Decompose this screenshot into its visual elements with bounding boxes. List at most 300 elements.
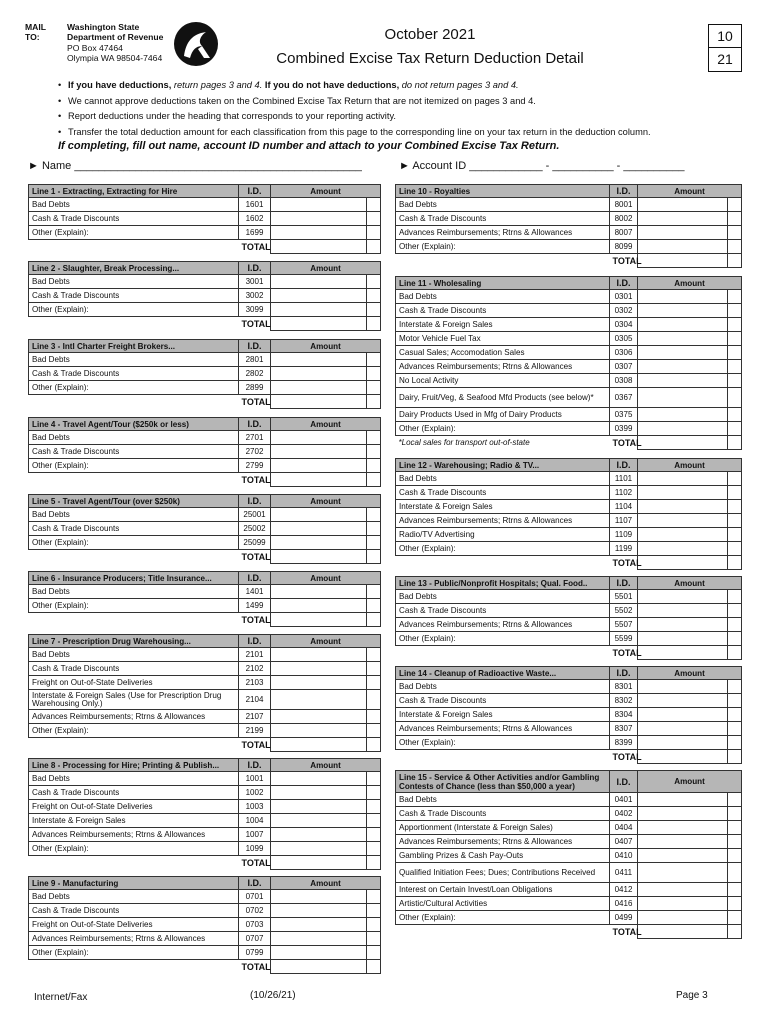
amount-cents-input[interactable]	[367, 226, 381, 240]
total-cents-input[interactable]	[728, 556, 742, 570]
total-label: TOTAL	[612, 926, 642, 937]
total-cents-input[interactable]	[728, 925, 742, 939]
deduction-label: Interstate & Foreign Sales	[29, 814, 239, 828]
deduction-label: Cash & Trade Discounts	[29, 445, 239, 459]
total-amount-input[interactable]	[271, 473, 367, 487]
deduction-id: 2101	[239, 648, 271, 662]
deduction-id: 25099	[239, 536, 271, 550]
amount-cents-input[interactable]	[367, 710, 381, 724]
deduction-label: Bad Debts	[29, 353, 239, 367]
footer-left: Internet/Fax	[34, 992, 88, 1003]
amount-cents-input[interactable]	[367, 445, 381, 459]
amount-input[interactable]	[638, 304, 728, 318]
amount-input[interactable]	[271, 508, 367, 522]
amount-cents-input[interactable]	[728, 542, 742, 556]
amount-cents-input[interactable]	[728, 632, 742, 646]
amount-cents-input[interactable]	[728, 849, 742, 863]
amount-input[interactable]	[271, 585, 367, 599]
deduction-row	[29, 690, 381, 710]
amount-cents-input[interactable]	[728, 528, 742, 542]
amount-input[interactable]	[638, 680, 728, 694]
amount-input[interactable]	[271, 890, 367, 904]
deduction-row	[396, 793, 742, 807]
total-cents-input[interactable]	[728, 436, 742, 450]
deduction-label: Radio/TV Advertising	[396, 528, 610, 542]
amount-cents-input[interactable]	[367, 842, 381, 856]
name-field[interactable]: ► Name _______________________________________________	[28, 160, 362, 172]
amount-input[interactable]	[271, 212, 367, 226]
amount-cents-input[interactable]	[367, 918, 381, 932]
amount-cents-input[interactable]	[367, 522, 381, 536]
amount-input[interactable]	[638, 486, 728, 500]
total-amount-input[interactable]	[271, 613, 367, 627]
amount-input[interactable]	[638, 318, 728, 332]
deduction-label: Cash & Trade Discounts	[29, 662, 239, 676]
deduction-label: Casual Sales; Accomodation Sales	[396, 346, 610, 360]
amount-header: Amount	[271, 340, 381, 353]
amount-cents-input[interactable]	[728, 694, 742, 708]
deduction-id: 2899	[239, 381, 271, 395]
id-header: I.D.	[239, 572, 271, 585]
amount-input[interactable]	[638, 618, 728, 632]
deduction-row	[396, 500, 742, 514]
amount-input[interactable]	[638, 821, 728, 835]
deduction-id: 8099	[610, 240, 638, 254]
amount-input[interactable]	[638, 500, 728, 514]
total-amount-input[interactable]	[638, 646, 728, 660]
amount-cents-input[interactable]	[728, 212, 742, 226]
total-cents-input[interactable]	[728, 646, 742, 660]
deduction-id: 5502	[610, 604, 638, 618]
amount-input[interactable]	[638, 226, 728, 240]
deduction-row	[396, 680, 742, 694]
amount-cents-input[interactable]	[728, 793, 742, 807]
amount-input[interactable]	[271, 648, 367, 662]
deduction-label: Bad Debts	[396, 290, 610, 304]
id-header: I.D.	[239, 185, 271, 198]
dor-logo-icon	[172, 20, 220, 68]
deduction-label: Other (Explain):	[396, 736, 610, 750]
account-id-field[interactable]: ► Account ID ____________ - __________ - __________	[399, 160, 685, 172]
amount-cents-input[interactable]	[728, 500, 742, 514]
amount-cents-input[interactable]	[728, 821, 742, 835]
deduction-row	[396, 807, 742, 821]
right-section-line-0	[395, 184, 742, 268]
amount-cents-input[interactable]	[367, 932, 381, 946]
amount-cents-input[interactable]	[367, 676, 381, 690]
deduction-label: Apportionment (Interstate & Foreign Sales)	[396, 821, 610, 835]
amount-cents-input[interactable]	[728, 604, 742, 618]
section-title: Line 6 - Insurance Producers; Title Insurance...	[29, 572, 239, 585]
deduction-id: 1601	[239, 198, 271, 212]
amount-input[interactable]	[638, 408, 728, 422]
amount-input[interactable]	[638, 290, 728, 304]
total-cents-input[interactable]	[728, 254, 742, 268]
address-line: Department of Revenue	[67, 32, 164, 43]
deduction-label: Other (Explain):	[29, 459, 239, 473]
amount-input[interactable]	[638, 793, 728, 807]
amount-input[interactable]	[271, 800, 367, 814]
deduction-row	[396, 346, 742, 360]
deduction-id: 0367	[610, 388, 638, 408]
amount-cents-input[interactable]	[367, 724, 381, 738]
amount-input[interactable]	[638, 514, 728, 528]
amount-cents-input[interactable]	[728, 807, 742, 821]
total-label: TOTAL	[612, 437, 642, 448]
amount-cents-input[interactable]	[728, 408, 742, 422]
form-number-box	[708, 24, 742, 72]
amount-cents-input[interactable]	[728, 226, 742, 240]
amount-input[interactable]	[638, 708, 728, 722]
deduction-row	[396, 694, 742, 708]
amount-cents-input[interactable]	[367, 890, 381, 904]
amount-input[interactable]	[271, 772, 367, 786]
total-label: TOTAL	[612, 751, 642, 762]
amount-cents-input[interactable]	[367, 599, 381, 613]
amount-input[interactable]	[638, 694, 728, 708]
deduction-row	[396, 883, 742, 897]
amount-cents-input[interactable]	[728, 486, 742, 500]
deduction-id: 3099	[239, 303, 271, 317]
amount-cents-input[interactable]	[728, 360, 742, 374]
amount-input[interactable]	[638, 897, 728, 911]
deduction-row	[396, 472, 742, 486]
amount-input[interactable]	[638, 472, 728, 486]
amount-cents-input[interactable]	[728, 388, 742, 408]
deduction-row	[396, 632, 742, 646]
amount-cents-input[interactable]	[728, 722, 742, 736]
amount-input[interactable]	[638, 590, 728, 604]
deduction-row	[29, 431, 381, 445]
total-cents-input[interactable]	[367, 550, 381, 564]
amount-input[interactable]	[271, 459, 367, 473]
amount-input[interactable]	[271, 226, 367, 240]
amount-cents-input[interactable]	[367, 828, 381, 842]
amount-cents-input[interactable]	[367, 536, 381, 550]
amount-input[interactable]	[271, 786, 367, 800]
amount-input[interactable]	[271, 814, 367, 828]
form-title: Combined Excise Tax Return Deduction Detail	[276, 50, 584, 67]
amount-input[interactable]	[271, 932, 367, 946]
amount-cents-input[interactable]	[728, 680, 742, 694]
amount-cents-input[interactable]	[367, 431, 381, 445]
amount-input[interactable]	[638, 849, 728, 863]
deduction-label: Interstate & Foreign Sales	[396, 318, 610, 332]
deduction-id: 1101	[610, 472, 638, 486]
deduction-id: 0702	[239, 904, 271, 918]
deduction-id: 1199	[610, 542, 638, 556]
total-cents-input[interactable]	[367, 473, 381, 487]
total-amount-input[interactable]	[638, 556, 728, 570]
deduction-row	[29, 786, 381, 800]
deduction-row	[396, 618, 742, 632]
amount-cents-input[interactable]	[367, 289, 381, 303]
amount-cents-input[interactable]	[367, 303, 381, 317]
deduction-row	[396, 849, 742, 863]
deduction-row	[396, 821, 742, 835]
deduction-row	[396, 290, 742, 304]
amount-header: Amount	[638, 185, 742, 198]
amount-cents-input[interactable]	[367, 198, 381, 212]
amount-cents-input[interactable]	[728, 422, 742, 436]
amount-input[interactable]	[638, 807, 728, 821]
amount-cents-input[interactable]	[728, 708, 742, 722]
amount-input[interactable]	[638, 528, 728, 542]
deduction-row	[29, 445, 381, 459]
deduction-label: Interstate & Foreign Sales	[396, 500, 610, 514]
footnote: *Local sales for transport out-of-state	[398, 438, 530, 448]
amount-cents-input[interactable]	[728, 736, 742, 750]
amount-input[interactable]	[638, 911, 728, 925]
section-title: Line 9 - Manufacturing	[29, 877, 239, 890]
total-amount-input[interactable]	[638, 750, 728, 764]
amount-input[interactable]	[271, 536, 367, 550]
total-amount-input[interactable]	[271, 240, 367, 254]
amount-input[interactable]	[271, 918, 367, 932]
deduction-id: 0306	[610, 346, 638, 360]
amount-cents-input[interactable]	[367, 275, 381, 289]
amount-input[interactable]	[271, 904, 367, 918]
deduction-id: 2199	[239, 724, 271, 738]
deduction-id: 2107	[239, 710, 271, 724]
amount-cents-input[interactable]	[367, 212, 381, 226]
amount-input[interactable]	[271, 828, 367, 842]
total-cents-input[interactable]	[367, 856, 381, 870]
amount-cents-input[interactable]	[367, 353, 381, 367]
amount-cents-input[interactable]	[728, 374, 742, 388]
amount-cents-input[interactable]	[728, 514, 742, 528]
amount-input[interactable]	[271, 842, 367, 856]
amount-header: Amount	[638, 277, 742, 290]
amount-cents-input[interactable]	[367, 367, 381, 381]
deduction-label: Cash & Trade Discounts	[396, 694, 610, 708]
amount-cents-input[interactable]	[367, 772, 381, 786]
amount-cents-input[interactable]	[728, 897, 742, 911]
amount-input[interactable]	[638, 332, 728, 346]
amount-input[interactable]	[271, 289, 367, 303]
amount-input[interactable]	[271, 724, 367, 738]
deduction-label: Gambling Prizes & Cash Pay-Outs	[396, 849, 610, 863]
amount-cents-input[interactable]	[728, 198, 742, 212]
total-cents-input[interactable]	[728, 750, 742, 764]
amount-cents-input[interactable]	[367, 662, 381, 676]
deduction-label: Interest on Certain Invest/Loan Obligations	[396, 883, 610, 897]
deduction-row	[29, 522, 381, 536]
amount-input[interactable]	[271, 275, 367, 289]
amount-input[interactable]	[638, 863, 728, 883]
amount-input[interactable]	[638, 422, 728, 436]
amount-input[interactable]	[638, 212, 728, 226]
deduction-label: Advances Reimbursements; Rtrns & Allowances	[396, 226, 610, 240]
amount-input[interactable]	[271, 946, 367, 960]
total-label: TOTAL	[241, 961, 271, 972]
amount-cents-input[interactable]	[728, 290, 742, 304]
amount-input[interactable]	[638, 632, 728, 646]
amount-cents-input[interactable]	[367, 459, 381, 473]
deduction-row	[29, 508, 381, 522]
amount-cents-input[interactable]	[728, 835, 742, 849]
deduction-row	[396, 863, 742, 883]
section-title: Line 4 - Travel Agent/Tour ($250k or less)	[29, 418, 239, 431]
deduction-id: 5507	[610, 618, 638, 632]
deduction-label: Bad Debts	[396, 472, 610, 486]
total-label: TOTAL	[241, 857, 271, 868]
amount-input[interactable]	[638, 240, 728, 254]
amount-input[interactable]	[271, 522, 367, 536]
amount-cents-input[interactable]	[367, 904, 381, 918]
amount-cents-input[interactable]	[728, 618, 742, 632]
amount-input[interactable]	[271, 198, 367, 212]
total-cents-input[interactable]	[367, 738, 381, 752]
total-amount-input[interactable]	[271, 856, 367, 870]
deduction-label: Other (Explain):	[396, 632, 610, 646]
amount-input[interactable]	[271, 367, 367, 381]
address-line: Washington State	[67, 22, 140, 32]
amount-cents-input[interactable]	[367, 585, 381, 599]
amount-input[interactable]	[638, 883, 728, 897]
deduction-id: 0701	[239, 890, 271, 904]
amount-input[interactable]	[271, 662, 367, 676]
total-cents-input[interactable]	[367, 960, 381, 974]
total-cents-input[interactable]	[367, 240, 381, 254]
amount-cents-input[interactable]	[728, 346, 742, 360]
left-section-line-1	[28, 261, 381, 331]
amount-input[interactable]	[638, 346, 728, 360]
total-cents-input[interactable]	[367, 317, 381, 331]
deduction-label: Dairy Products Used in Mfg of Dairy Products	[396, 408, 610, 422]
deduction-label: Advances Reimbursements; Rtrns & Allowances	[29, 828, 239, 842]
amount-header: Amount	[271, 262, 381, 275]
amount-input[interactable]	[638, 374, 728, 388]
amount-input[interactable]	[638, 542, 728, 556]
deduction-row	[396, 226, 742, 240]
amount-input[interactable]	[271, 599, 367, 613]
amount-cents-input[interactable]	[728, 240, 742, 254]
amount-cents-input[interactable]	[728, 332, 742, 346]
section-title: Line 14 - Cleanup of Radioactive Waste...	[396, 667, 610, 680]
deduction-row	[29, 648, 381, 662]
amount-input[interactable]	[271, 431, 367, 445]
deduction-row	[396, 408, 742, 422]
amount-input[interactable]	[638, 722, 728, 736]
amount-cents-input[interactable]	[728, 883, 742, 897]
deduction-label: Other (Explain):	[396, 422, 610, 436]
deduction-label: Cash & Trade Discounts	[29, 522, 239, 536]
deduction-id: 1002	[239, 786, 271, 800]
section-title: Line 15 - Service & Other Activities and/or Gambling Contests of Chance (less than $50,000 a year)	[396, 771, 610, 793]
total-label: TOTAL	[241, 739, 271, 750]
deduction-row	[29, 662, 381, 676]
amount-cents-input[interactable]	[728, 911, 742, 925]
id-header: I.D.	[610, 577, 638, 590]
amount-cents-input[interactable]	[367, 381, 381, 395]
amount-cents-input[interactable]	[728, 863, 742, 883]
total-label: TOTAL	[612, 255, 642, 266]
amount-cents-input[interactable]	[728, 318, 742, 332]
total-amount-input[interactable]	[271, 738, 367, 752]
deduction-label: Bad Debts	[29, 431, 239, 445]
total-amount-input[interactable]	[638, 436, 728, 450]
right-section-line-4	[395, 666, 742, 764]
deduction-id: 2802	[239, 367, 271, 381]
total-amount-input[interactable]	[271, 960, 367, 974]
deduction-row	[29, 599, 381, 613]
amount-input[interactable]	[638, 835, 728, 849]
amount-input[interactable]	[271, 690, 367, 710]
total-cents-input[interactable]	[367, 613, 381, 627]
deduction-row	[396, 240, 742, 254]
right-section-line-2	[395, 458, 742, 570]
total-label: TOTAL	[241, 551, 271, 562]
completion-instruction: If completing, fill out name, account ID number and attach to your Combined Excise Tax Return.	[58, 140, 560, 152]
amount-input[interactable]	[271, 353, 367, 367]
deduction-label: Cash & Trade Discounts	[396, 604, 610, 618]
amount-cents-input[interactable]	[367, 800, 381, 814]
deduction-row	[29, 918, 381, 932]
amount-cents-input[interactable]	[367, 648, 381, 662]
amount-cents-input[interactable]	[367, 946, 381, 960]
amount-input[interactable]	[638, 736, 728, 750]
deduction-label: Advances Reimbursements; Rtrns & Allowances	[396, 722, 610, 736]
amount-cents-input[interactable]	[367, 690, 381, 710]
deduction-id: 25001	[239, 508, 271, 522]
amount-cents-input[interactable]	[367, 508, 381, 522]
total-cents-input[interactable]	[367, 395, 381, 409]
amount-input[interactable]	[638, 604, 728, 618]
amount-header: Amount	[638, 459, 742, 472]
deduction-label: Cash & Trade Discounts	[396, 304, 610, 318]
amount-input[interactable]	[271, 445, 367, 459]
section-title: Line 12 - Warehousing; Radio & TV...	[396, 459, 610, 472]
amount-cents-input[interactable]	[728, 304, 742, 318]
deduction-row	[396, 304, 742, 318]
amount-cents-input[interactable]	[728, 472, 742, 486]
amount-input[interactable]	[271, 710, 367, 724]
deduction-label: Freight on Out-of-State Deliveries	[29, 800, 239, 814]
deduction-label: Bad Debts	[396, 680, 610, 694]
amount-input[interactable]	[638, 360, 728, 374]
amount-input[interactable]	[638, 388, 728, 408]
amount-input[interactable]	[271, 303, 367, 317]
deduction-label: Cash & Trade Discounts	[396, 486, 610, 500]
form-number-top: 10	[709, 25, 741, 48]
deduction-label: Other (Explain):	[29, 381, 239, 395]
amount-cents-input[interactable]	[367, 786, 381, 800]
amount-input[interactable]	[271, 381, 367, 395]
total-amount-input[interactable]	[638, 925, 728, 939]
amount-header: Amount	[271, 635, 381, 648]
amount-input[interactable]	[271, 676, 367, 690]
amount-input[interactable]	[638, 198, 728, 212]
deduction-row	[396, 360, 742, 374]
deduction-row	[29, 226, 381, 240]
amount-cents-input[interactable]	[728, 590, 742, 604]
bullet-item: • We cannot approve deductions taken on the Combined Excise Tax Return that are not itemized on pages 3 and 4.	[58, 94, 748, 110]
total-amount-input[interactable]	[271, 550, 367, 564]
left-section-line-6	[28, 634, 381, 752]
deduction-id: 0301	[610, 290, 638, 304]
amount-header: Amount	[271, 418, 381, 431]
total-amount-input[interactable]	[271, 395, 367, 409]
total-amount-input[interactable]	[271, 317, 367, 331]
right-section-line-3	[395, 576, 742, 660]
amount-header: Amount	[271, 495, 381, 508]
deduction-label: Advances Reimbursements; Rtrns & Allowances	[29, 932, 239, 946]
deduction-id: 8007	[610, 226, 638, 240]
deduction-row	[29, 724, 381, 738]
total-amount-input[interactable]	[638, 254, 728, 268]
amount-cents-input[interactable]	[367, 814, 381, 828]
